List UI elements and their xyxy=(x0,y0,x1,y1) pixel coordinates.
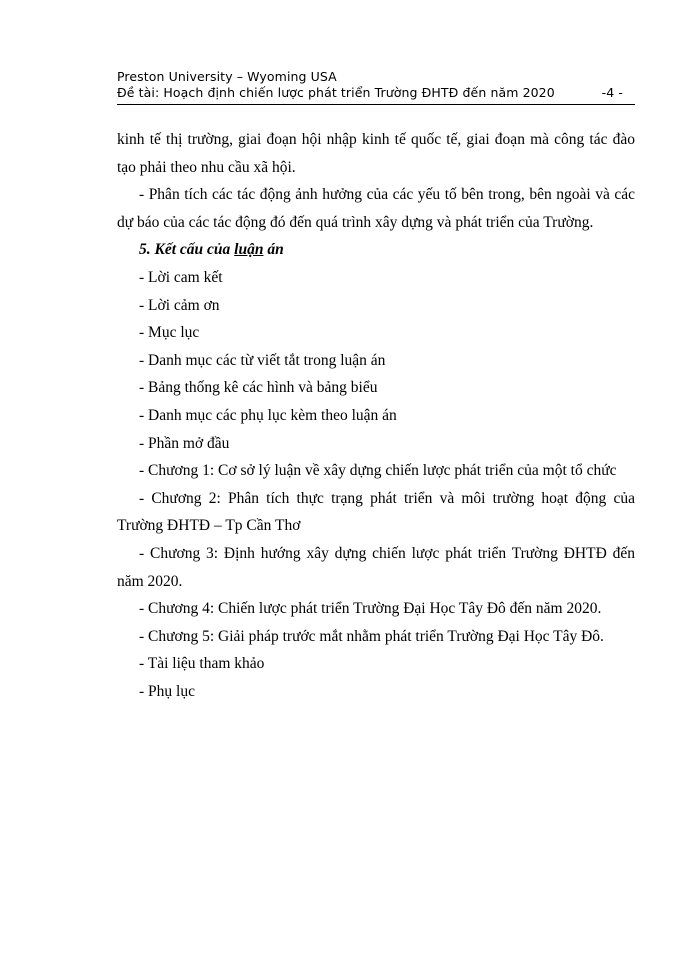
document-body xyxy=(117,126,635,705)
list-item: - Lời cảm ơn xyxy=(139,296,220,314)
list-item: - Tài liệu tham khảo xyxy=(139,655,265,673)
header-topic-row xyxy=(117,85,631,101)
paragraph-2: - Phân tích các tác động ảnh hưởng của các yếu tố bên trong, bên ngoài và các dự báo của các tác động đó đến quá trình xây dựng và phát triển của Trường. xyxy=(117,186,635,231)
section-heading xyxy=(117,236,635,264)
list-item: - Phụ lục xyxy=(139,682,195,700)
list-item: - Lời cam kết xyxy=(139,268,223,286)
header-topic: Đề tài: Hoạch định chiến lược phát triển Trường ĐHTĐ đến năm 2020 xyxy=(117,85,555,100)
list-item: - Mục lục xyxy=(139,324,200,342)
page-number: -4 - xyxy=(601,85,623,100)
list-item: - Chương 5: Giải pháp trước mắt nhằm phát triển Trường Đại Học Tây Đô. xyxy=(139,627,604,645)
section-heading-prefix: 5. Kết cấu của xyxy=(139,241,235,259)
list-item: - Danh mục các từ viết tắt trong luận án xyxy=(139,351,386,369)
list-item: - Danh mục các phụ lục kèm theo luận án xyxy=(139,406,397,424)
list-item: - Chương 3: Định hướng xây dựng chiến lược phát triển Trường ĐHTĐ đến năm 2020. xyxy=(117,544,635,590)
section-heading-underlined: luận xyxy=(234,241,264,259)
list-item: - Chương 1: Cơ sở lý luận về xây dựng chiến lược phát triển của một tổ chức xyxy=(139,462,617,480)
header-divider xyxy=(117,104,635,105)
header-university: Preston University – Wyoming USA xyxy=(117,69,337,84)
list-item: - Bảng thống kê các hình và bảng biểu xyxy=(139,379,378,397)
page-header xyxy=(117,69,631,101)
list-item: - Chương 2: Phân tích thực trạng phát triển và môi trường hoạt động của Trường ĐHTĐ – Tp Cần Thơ xyxy=(117,489,635,535)
paragraph-1: kinh tế thị trường, giai đoạn hội nhập kinh tế quốc tế, giai đoạn mà công tác đào tạo phải theo nhu cầu xã hội. xyxy=(117,131,635,176)
list-item: - Phần mở đầu xyxy=(139,434,230,452)
section-heading-suffix: án xyxy=(263,241,284,259)
list-item: - Chương 4: Chiến lược phát triển Trường Đại Học Tây Đô đến năm 2020. xyxy=(139,600,602,618)
